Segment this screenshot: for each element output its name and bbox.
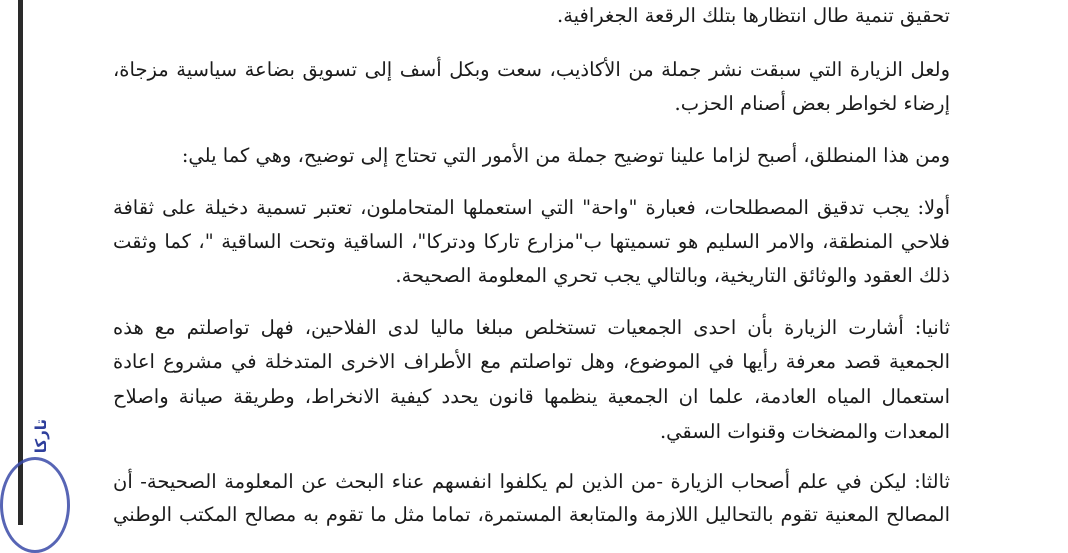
official-stamp (30, 419, 64, 525)
paragraph-line: فلاحي المنطقة، والامر السليم هو تسميتها ب"مزارع تاركا ودتركا"، الساقية وتحت الساقية "، كما وثقت (113, 230, 950, 253)
paragraph-line: ولعل الزيارة التي سبقت نشر جملة من الأكاذيب، سعت وبكل أسف إلى تسويق بضاعة سياسية مزجاة، (113, 58, 950, 81)
paragraph-line: ثالثا: ليكن في علم أصحاب الزيارة -من الذين لم يكلفوا انفسهم عناء البحث عن المعلومة الصحيحة- أن (113, 470, 950, 493)
stamp-text: تاركا (32, 419, 50, 454)
paragraph-line: المصالح المعنية تقوم بالتحاليل اللازمة والمتابعة المستمرة، تماما مثل ما تقوم به مصالح المكتب الوطني (113, 503, 950, 526)
paragraph-line: ثانيا: أشارت الزيارة بأن احدى الجمعيات تستخلص مبلغا ماليا لدى الفلاحين، فهل تواصلتم مع هذه (113, 316, 950, 339)
paragraph-line: المعدات والمضخات وقنوات السقي. (659, 420, 950, 443)
document-page (18, 0, 1068, 525)
paragraph-line: تحقيق تنمية طال انتظارها بتلك الرقعة الجغرافية. (557, 4, 950, 27)
paragraph-line: استعمال المياه العادمة، علما ان الجمعية ينظمها قانون يحدد كيفية الانخراط، وطريقة صيانة واصلاح (113, 385, 950, 408)
paragraph-line: أولا: يجب تدقيق المصطلحات، فعبارة "واحة" التي استعملها المتحاملون، تعتبر تسمية دخيلة على ثقافة (113, 196, 950, 219)
paragraph-line: ومن هذا المنطلق، أصبح لزاما علينا توضيح جملة من الأمور التي تحتاج إلى توضيح، وهي كما يلي: (181, 144, 950, 167)
paragraph-line: الجمعية قصد معرفة رأيها في الموضوع، وهل تواصلتم مع الأطراف الاخرى المتدخلة في مشروع اعادة (113, 350, 950, 373)
page-border (18, 0, 23, 525)
paragraph-line: إرضاء لخواطر بعض أصنام الحزب. (674, 92, 950, 115)
paragraph-line: ذلك العقود والوثائق التاريخية، وبالتالي يجب تحري المعلومة الصحيحة. (395, 264, 950, 287)
